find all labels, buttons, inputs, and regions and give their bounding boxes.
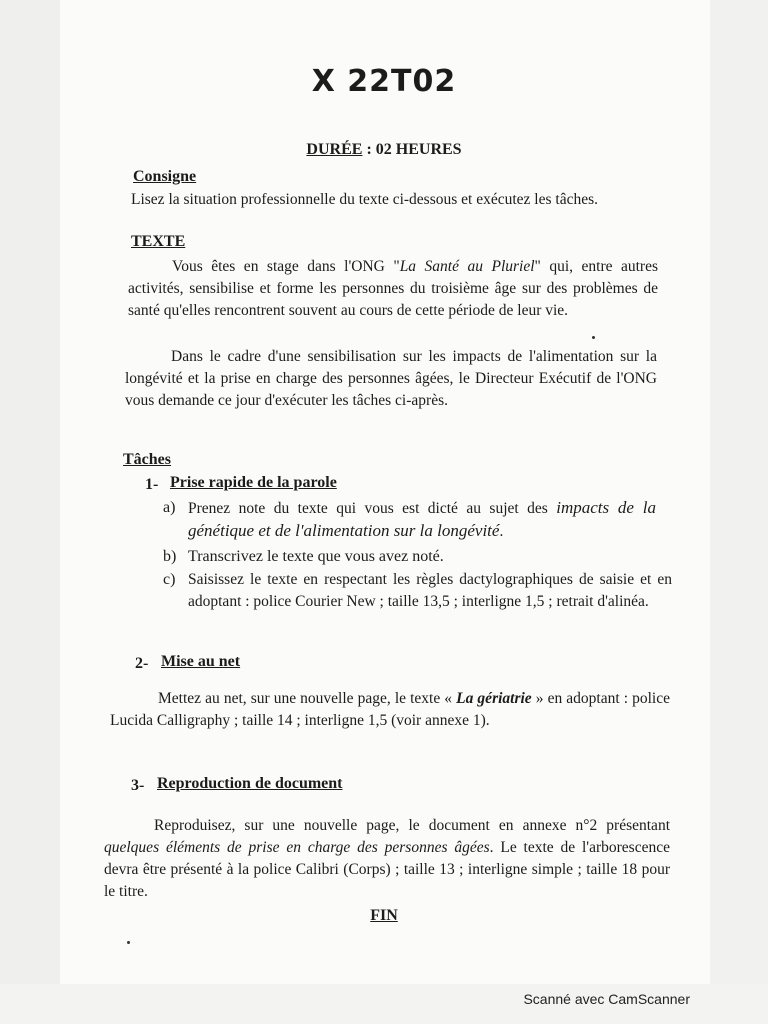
task2-text-start: Mettez au net, sur une nouvelle page, le texte « [158, 690, 453, 707]
task1-a-end: . [499, 523, 504, 540]
task3-text-end: . Le texte de l'arborescence devra être présenté à la police Calibri (Corps) ; taille 13 ; interligne simple ; taille 18 pour le titre. [104, 839, 670, 900]
task2-text-italic: La gériatrie [456, 690, 532, 707]
task1-b-label: b) [163, 548, 177, 565]
exam-code-title: X 22T02 [311, 64, 457, 99]
task1-c-label: c) [163, 571, 176, 588]
texte-paragraph-2: Dans le cadre d'une sensibilisation sur les impacts de l'alimentation sur la longévité et la prise en charge des personnes âgées, le Directeur Exécutif de l'ONG vous demande ce jour d'exécuter les tâches ci-après. [125, 348, 657, 409]
task2-text [110, 688, 670, 732]
consigne-heading: Consigne [133, 168, 197, 185]
duration-line [0, 141, 768, 159]
task3-text [104, 815, 670, 903]
scan-speck [127, 941, 130, 944]
texte-heading: TEXTE [131, 233, 186, 250]
task3-title: Reproduction de document [157, 775, 343, 792]
consigne-text: Lisez la situation professionnelle du texte ci-dessous et exécutez les tâches. [131, 191, 598, 208]
texte-p1-start: Vous êtes en stage dans l'ONG " [172, 258, 400, 275]
texte-paragraph-1 [128, 256, 658, 322]
scan-speck [592, 336, 595, 339]
task1-a-start: Prenez note du texte qui vous est dicté au sujet des [188, 500, 548, 517]
task1-c-text: Saisissez le texte en respectant les règles dactylographiques de saisie et en adoptant : police Courier New ; taille 13,5 ; interligne 1,5 ; retrait d'alinéa. [188, 571, 672, 610]
taches-heading: Tâches [123, 451, 171, 468]
task3-text-italic: quelques éléments de prise en charge des personnes âgées [104, 839, 490, 856]
task2-title: Mise au net [161, 653, 241, 670]
task1-title: Prise rapide de la parole [170, 474, 337, 491]
end-marker: FIN [370, 907, 398, 924]
task1-a-label: a) [163, 499, 176, 516]
task1-a-text [188, 497, 656, 543]
task2-text-end: » en adoptant : police Lucida Calligraphy ; taille 14 ; interligne 1,5 (voir annexe 1). [110, 690, 671, 729]
task3-text-start: Reproduisez, sur une nouvelle page, le document en annexe n°2 présentant [154, 817, 670, 834]
duration-value: : 02 HEURES [366, 141, 462, 158]
task1-number: 1- [145, 476, 159, 493]
ong-name: La Santé au Pluriel [399, 258, 535, 275]
task1-b-text: Transcrivez le texte que vous avez noté. [188, 548, 444, 565]
texte-p1-end: " qui, entre autres activités, sensibilise et forme les personnes du troisième âge sur des problèmes de santé qu'elles rencontrent souvent au cours de cette période de leur vie. [128, 258, 659, 319]
camscanner-watermark: Scanné avec CamScanner [523, 991, 690, 1007]
duration-label: DURÉE [306, 141, 363, 158]
task2-number: 2- [135, 655, 149, 672]
task3-number: 3- [131, 777, 145, 794]
task1-a-italic: impacts de la génétique et de l'alimentation sur la longévité [188, 498, 657, 540]
